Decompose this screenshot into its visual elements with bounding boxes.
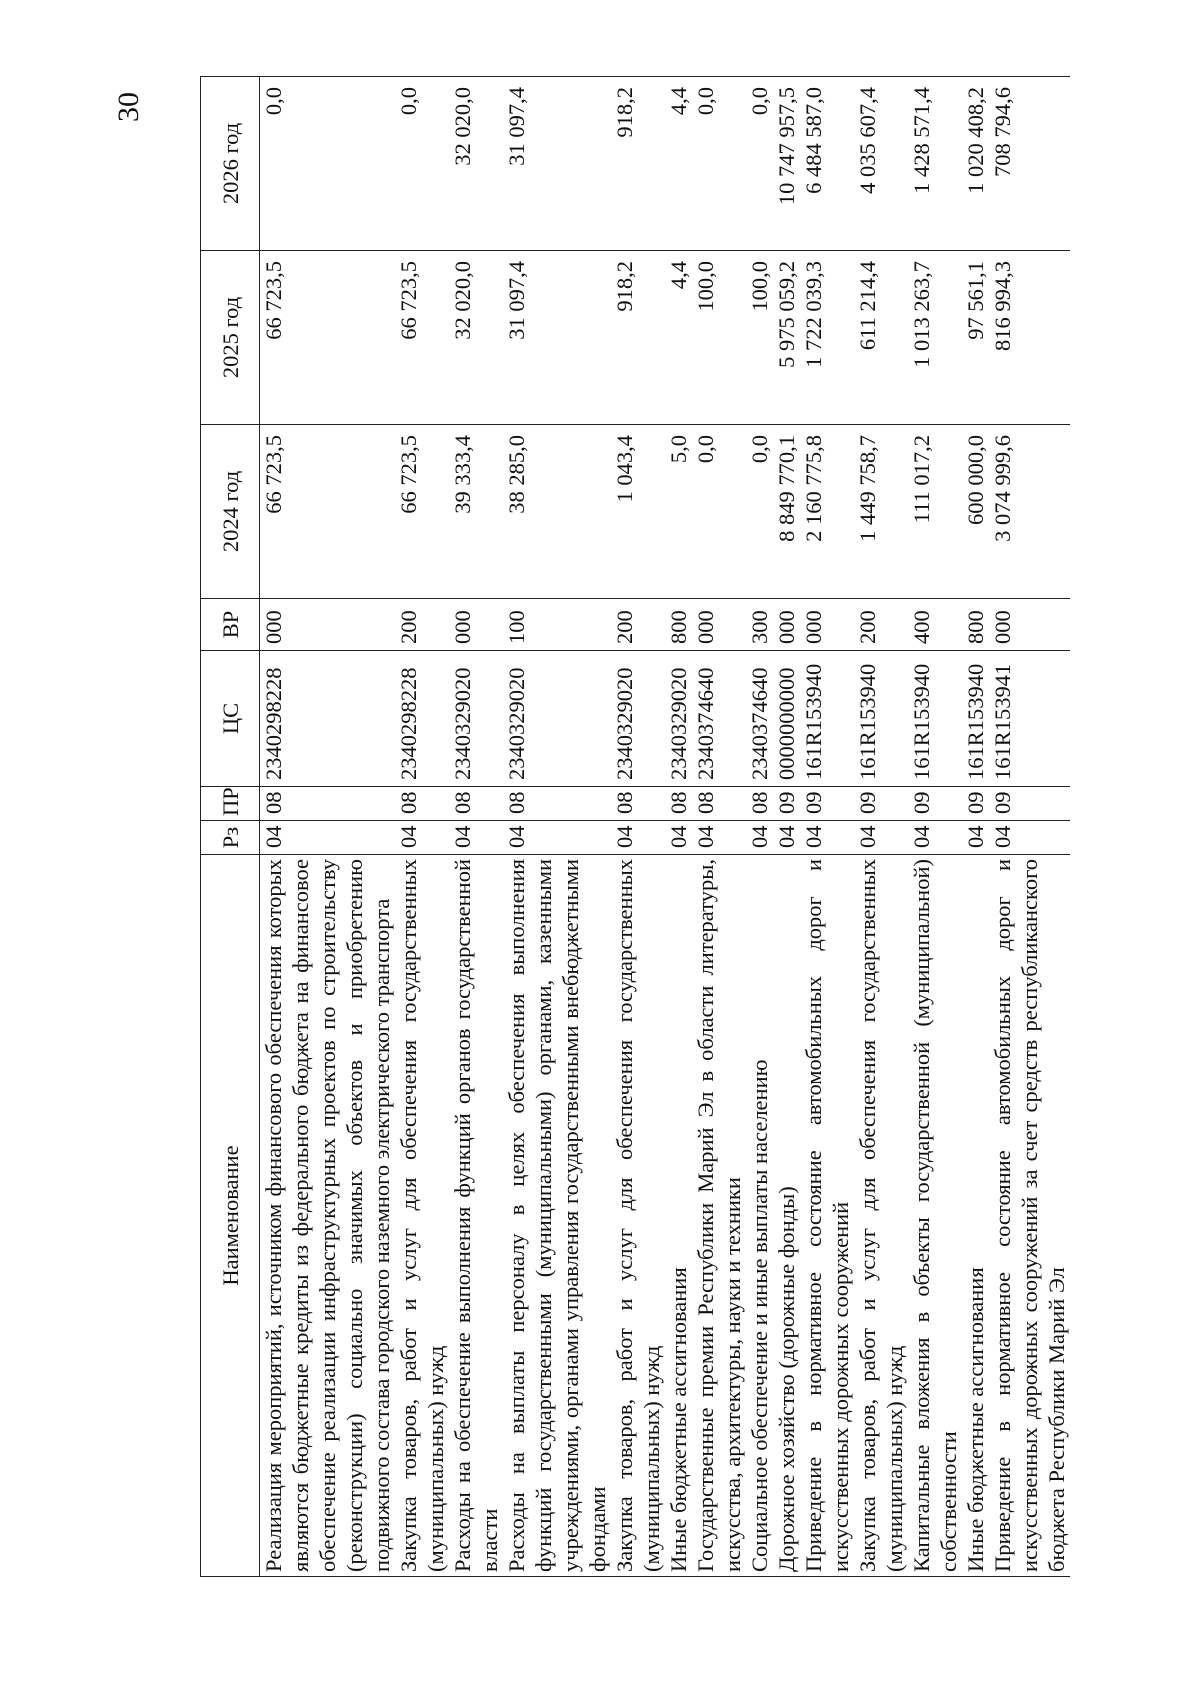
- table-row: [665, 77, 692, 1577]
- cell-2026: 1 428 571,4: [908, 77, 962, 251]
- cell-2026: 0,0: [746, 77, 773, 251]
- cell-cs: 0000000000: [773, 651, 800, 787]
- cell-vr: 300: [746, 599, 773, 651]
- cell-vr: 200: [854, 599, 908, 651]
- cell-pr: 09: [800, 787, 854, 821]
- cell-vr: 800: [962, 599, 989, 651]
- cell-2025: 918,2: [611, 251, 665, 425]
- header-2025: 2025 год: [201, 251, 260, 425]
- cell-name: Расходы на обеспечение выполнения функций органов государственной власти: [449, 855, 503, 1577]
- cell-name: Иные бюджетные ассигнования: [665, 855, 692, 1577]
- cell-2025: 66 723,5: [395, 251, 449, 425]
- table-row: [395, 77, 449, 1577]
- cell-2026: 31 097,4: [503, 77, 611, 251]
- table-row: [773, 77, 800, 1577]
- cell-pr: 08: [611, 787, 665, 821]
- header-name: Наименование: [201, 855, 260, 1577]
- cell-name: Дорожное хозяйство (дорожные фонды): [773, 855, 800, 1577]
- cell-2024: 1 043,4: [611, 425, 665, 599]
- cell-2024: 0,0: [692, 425, 746, 599]
- cell-2025: 5 975 059,2: [773, 251, 800, 425]
- cell-name: Иные бюджетные ассигнования: [962, 855, 989, 1577]
- cell-2025: 32 020,0: [449, 251, 503, 425]
- table-header-row: [201, 77, 260, 1577]
- header-cs: ЦС: [201, 651, 260, 787]
- cell-2024: 5,0: [665, 425, 692, 599]
- cell-2026: 0,0: [260, 77, 396, 251]
- cell-pr: 09: [962, 787, 989, 821]
- cell-2025: 1 722 039,3: [800, 251, 854, 425]
- cell-2025: 100,0: [692, 251, 746, 425]
- cell-2026: 1 020 408,2: [962, 77, 989, 251]
- cell-2024: 1 449 758,7: [854, 425, 908, 599]
- table-row: [908, 77, 962, 1577]
- header-pr: ПР: [201, 787, 260, 821]
- cell-rz: 04: [260, 821, 396, 855]
- cell-rz: 04: [449, 821, 503, 855]
- table-row: [260, 77, 396, 1577]
- cell-vr: 000: [449, 599, 503, 651]
- cell-name: Социальное обеспечение и иные выплаты населению: [746, 855, 773, 1577]
- table-row: [692, 77, 746, 1577]
- cell-vr: 100: [503, 599, 611, 651]
- cell-pr: 09: [773, 787, 800, 821]
- cell-name: Капитальные вложения в объекты государственной (муниципальной) собственности: [908, 855, 962, 1577]
- cell-vr: 400: [908, 599, 962, 651]
- cell-cs: 2340374640: [692, 651, 746, 787]
- cell-2025: 100,0: [746, 251, 773, 425]
- cell-rz: 04: [692, 821, 746, 855]
- cell-vr: 800: [665, 599, 692, 651]
- cell-pr: 09: [854, 787, 908, 821]
- page-number: 30: [112, 92, 145, 122]
- table-row: [449, 77, 503, 1577]
- cell-vr: 000: [692, 599, 746, 651]
- cell-cs: 2340329020: [665, 651, 692, 787]
- cell-pr: 08: [746, 787, 773, 821]
- cell-name: Закупка товаров, работ и услуг для обеспечения государственных (муниципальных) нужд: [395, 855, 449, 1577]
- cell-pr: 08: [503, 787, 611, 821]
- cell-2025: 1 013 263,7: [908, 251, 962, 425]
- cell-2026: 4 035 607,4: [854, 77, 908, 251]
- cell-2024: 0,0: [746, 425, 773, 599]
- cell-pr: 08: [449, 787, 503, 821]
- cell-2026: 0,0: [395, 77, 449, 251]
- cell-2026: 0,0: [692, 77, 746, 251]
- cell-cs: 2340329020: [503, 651, 611, 787]
- cell-vr: 000: [800, 599, 854, 651]
- cell-2024: 66 723,5: [260, 425, 396, 599]
- cell-2026: 10 747 957,5: [773, 77, 800, 251]
- header-rz: Рз: [201, 821, 260, 855]
- cell-cs: 2340298228: [260, 651, 396, 787]
- cell-pr: 08: [665, 787, 692, 821]
- cell-vr: 200: [611, 599, 665, 651]
- header-2026: 2026 год: [201, 77, 260, 251]
- cell-cs: 161R153940: [962, 651, 989, 787]
- cell-rz: 04: [665, 821, 692, 855]
- cell-cs: 161R153940: [908, 651, 962, 787]
- table-body: [260, 77, 1071, 1577]
- table-row: [503, 77, 611, 1577]
- cell-cs: 2340329020: [449, 651, 503, 787]
- cell-pr: 09: [908, 787, 962, 821]
- cell-vr: 000: [989, 599, 1070, 651]
- cell-2024: 2 160 775,8: [800, 425, 854, 599]
- table-row: [800, 77, 854, 1577]
- cell-2025: 31 097,4: [503, 251, 611, 425]
- table-row: [611, 77, 665, 1577]
- cell-vr: 000: [260, 599, 396, 651]
- cell-name: Реализация мероприятий, источником финансового обеспечения которых являются бюджетные кредиты из федерального бюджета на финансовое обеспечение реализации инфраструктурных проектов по строительству (реконструкции) социально значимых объектов и приобретению подвижного состава городского наземного электрического транспорта: [260, 855, 396, 1577]
- budget-table: [200, 76, 1070, 1577]
- cell-rz: 04: [854, 821, 908, 855]
- cell-2024: 3 074 999,6: [989, 425, 1070, 599]
- cell-2025: 97 561,1: [962, 251, 989, 425]
- cell-2025: 4,4: [665, 251, 692, 425]
- cell-name: Закупка товаров, работ и услуг для обеспечения государственных (муниципальных) нужд: [611, 855, 665, 1577]
- cell-name: Приведение в нормативное состояние автомобильных дорог и искусственных дорожных сооружений: [800, 855, 854, 1577]
- cell-2026: 4,4: [665, 77, 692, 251]
- cell-cs: 2340298228: [395, 651, 449, 787]
- cell-rz: 04: [746, 821, 773, 855]
- cell-2024: 66 723,5: [395, 425, 449, 599]
- cell-rz: 04: [908, 821, 962, 855]
- table-row: [962, 77, 989, 1577]
- cell-pr: 09: [989, 787, 1070, 821]
- cell-rz: 04: [611, 821, 665, 855]
- cell-rz: 04: [773, 821, 800, 855]
- cell-name: Расходы на выплаты персоналу в целях обеспечения выполнения функций государственными (муниципальными) органами, казенными учреждениями, органами управления государственными внебюджетными фондами: [503, 855, 611, 1577]
- cell-2024: 8 849 770,1: [773, 425, 800, 599]
- cell-pr: 08: [692, 787, 746, 821]
- cell-cs: 161R153940: [800, 651, 854, 787]
- cell-vr: 000: [773, 599, 800, 651]
- cell-cs: 161R153940: [854, 651, 908, 787]
- header-2024: 2024 год: [201, 425, 260, 599]
- cell-2025: 816 994,3: [989, 251, 1070, 425]
- cell-2024: 38 285,0: [503, 425, 611, 599]
- cell-2024: 39 333,4: [449, 425, 503, 599]
- cell-name: Приведение в нормативное состояние автомобильных дорог и искусственных дорожных сооружений за счет средств республиканского бюджета Республики Марий Эл: [989, 855, 1070, 1577]
- cell-name: Закупка товаров, работ и услуг для обеспечения государственных (муниципальных) нужд: [854, 855, 908, 1577]
- cell-rz: 04: [503, 821, 611, 855]
- cell-cs: 2340374640: [746, 651, 773, 787]
- cell-rz: 04: [962, 821, 989, 855]
- cell-rz: 04: [989, 821, 1070, 855]
- cell-2024: 111 017,2: [908, 425, 962, 599]
- table-row: [746, 77, 773, 1577]
- cell-2025: 66 723,5: [260, 251, 396, 425]
- cell-name: Государственные премии Республики Марий Эл в области литературы, искусства, архитектуры, науки и техники: [692, 855, 746, 1577]
- cell-rz: 04: [395, 821, 449, 855]
- cell-2026: 6 484 587,0: [800, 77, 854, 251]
- table-row: [989, 77, 1070, 1577]
- cell-2024: 600 000,0: [962, 425, 989, 599]
- cell-pr: 08: [395, 787, 449, 821]
- cell-cs: 161R153941: [989, 651, 1070, 787]
- table-row: [854, 77, 908, 1577]
- cell-vr: 200: [395, 599, 449, 651]
- cell-cs: 2340329020: [611, 651, 665, 787]
- cell-2026: 918,2: [611, 77, 665, 251]
- cell-2026: 32 020,0: [449, 77, 503, 251]
- cell-pr: 08: [260, 787, 396, 821]
- cell-2026: 708 794,6: [989, 77, 1070, 251]
- header-vr: ВР: [201, 599, 260, 651]
- cell-rz: 04: [800, 821, 854, 855]
- cell-2025: 611 214,4: [854, 251, 908, 425]
